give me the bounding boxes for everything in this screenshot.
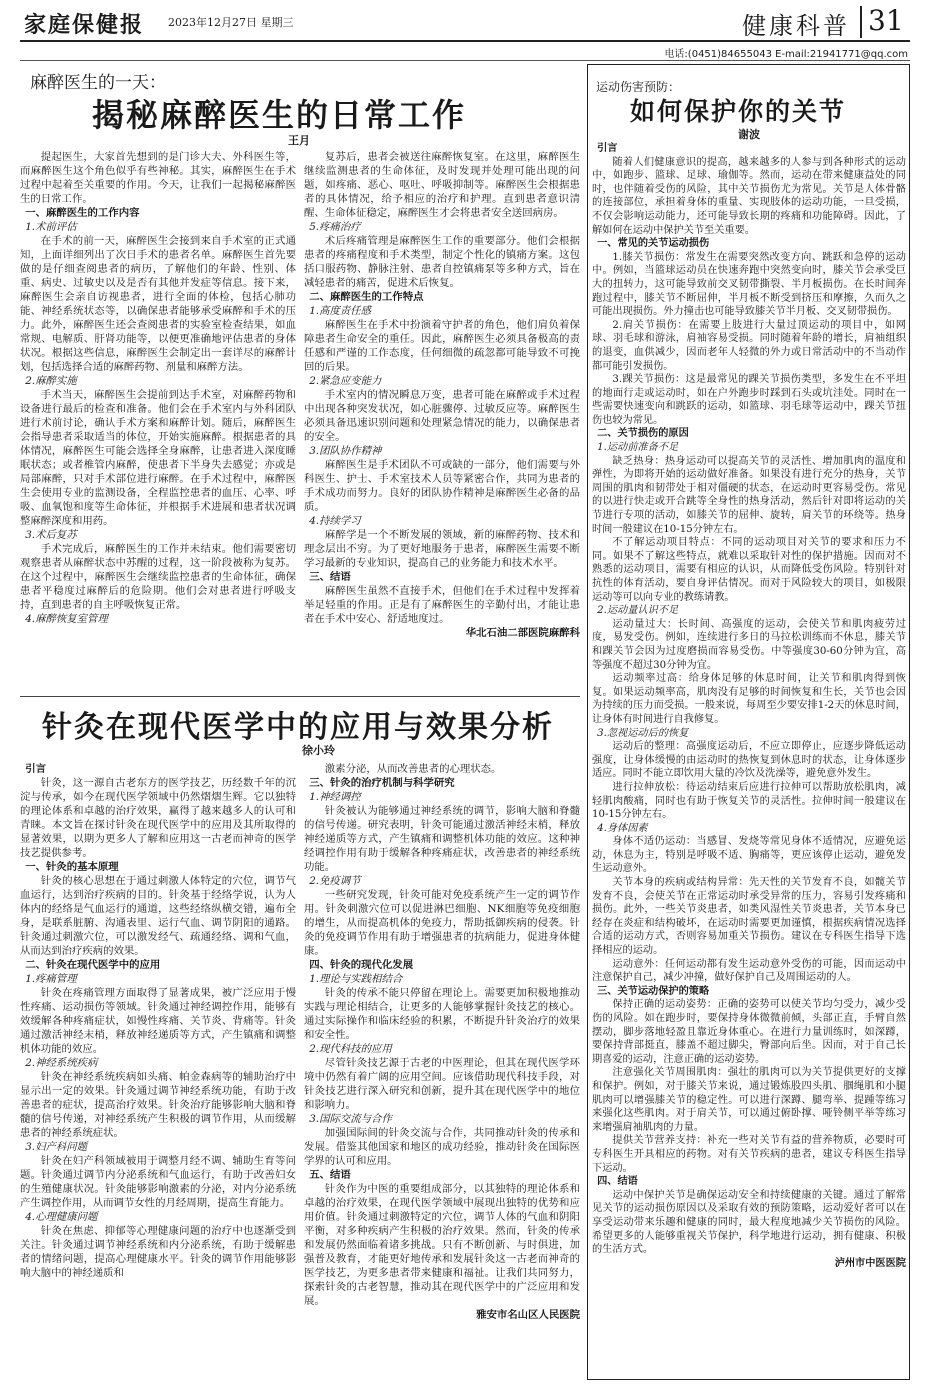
paragraph: 进行拉伸放松：待运动结束后应进行拉伸可以帮助放松肌肉，减轻肌肉酸痛，同时也有助于恢复关节的灵活性。拉伸时间一般建议在10-15分钟左右。 (592, 781, 906, 821)
header-rule (20, 40, 910, 42)
article3-title: 如何保护你的关节 (630, 97, 847, 126)
paragraph: 运动意外：任何运动都有发生运动意外受伤的可能，因而运动中注意保护自己，减少冲撞，做好保护自己及周围运动的人。 (592, 958, 906, 984)
subheading: 2.麻醉实施 (25, 375, 77, 387)
article2-title: 针灸在现代医学中的应用与效果分析 (42, 710, 554, 745)
paragraph: 加强国际间的针灸交流与合作，共同推动针灸的传承和发展。借鉴其他国家和地区的成功经验，推动针灸在国际医学界的认可和应用。 (304, 1127, 580, 1167)
subheading: 1.运动前准备不足 (597, 442, 679, 454)
paragraph: 运动中保护关节是确保运动安全和持续健康的关键。通过了解常见关节的运动损伤原因以及采取有效的预防策略，运动爱好者可以在享受运动带来乐趣和健康的同时，最大程度地减少关节损伤的风险。希望更多的人能够重视关节保护，科学地进行运动，拥有健康、积极的生活方式。 (592, 1189, 906, 1256)
section-heading: 二、针灸在现代医学中的应用 (25, 959, 161, 971)
affiliation: 雅安市名山区人民医院 (476, 1309, 580, 1321)
paragraph: 麻醉医生是手术团队不可或缺的一部分，他们需要与外科医生、护士、手术室技术人员等紧密合作，共同为患者的手术成功而努力。良好的团队协作精神是麻醉医生必备的品质。 (304, 459, 580, 513)
paragraph: 手术当天，麻醉医生会提前到达手术室，对麻醉药物和设备进行最后的检查和准备。他们会在手术室内与外科团队进行术前讨论，确认手术方案和麻醉计划。随后，麻醉医生会指导患者采取适当的体位，开始实施麻醉。根据患者的具体情况，麻醉医生可能会选择全身麻醉，让患者进入深度睡眠状态；或者椎管内麻醉，使患者下半身失去感觉；亦或是局部麻醉，只对手术部位进行麻醉。在手术过程中，麻醉医生会使用专业的监测设备，全程监控患者的血压、心率、呼吸、血氧饱和度等生命体征，并根据手术进展和患者状况调整麻醉深度和用药。 (20, 389, 296, 527)
section-heading: 五、结语 (309, 1169, 351, 1181)
paragraph: 激素分泌，从而改善患者的心理状态。 (324, 763, 502, 775)
subheading: 1.疼痛管理 (25, 973, 77, 985)
paragraph: 针灸被认为能够通过神经系统的调节，影响大脑和脊髓的信号传递。研究表明，针灸可能通过激活神经末梢，释放神经递质等方式，产生镇痛和调整机体功能的效应。这种神经调控作用有助于缓解各种疼痛症状，改善患者的神经系统功能。 (304, 805, 580, 873)
page-number: 31 (868, 4, 904, 37)
section-heading: 一、常见的关节运动损伤 (597, 238, 710, 250)
section-heading: 三、针灸的治疗机制与科学研究 (309, 777, 455, 789)
section-heading: 一、针灸的基本原理 (25, 861, 119, 873)
paragraph: 手术完成后，麻醉医生的工作并未结束。他们需要密切观察患者从麻醉状态中苏醒的过程，这一阶段被称为复苏。在这个过程中，麻醉医生会继续监控患者的生命体征，确保患者平稳度过麻醉后的危险期。他们会对患者进行呼吸支持，直到患者的自主呼吸恢复正常。 (20, 543, 296, 611)
article-divider (20, 696, 580, 697)
subheading: 5.疼痛治疗 (309, 221, 361, 233)
affiliation: 华北石油二部医院麻醉科 (465, 627, 580, 639)
paragraph: 随着人们健康意识的提高，越来越多的人参与到各种形式的运动中，如跑步、篮球、足球、瑜伽等。然而，运动在带来健康益处的同时，也伴随着受伤的风险，其中关节损伤尤为常见。关节是人体骨骼的连接部位，承担着身体的重量、实现肢体的运动功能，一旦受损，不仅会影响运动能力，还可能导致长期的疼痛和功能障碍。因此，了解如何在运动中保护关节至关重要。 (592, 156, 906, 236)
paragraph: 针灸在神经系统疾病如头痛、帕金森病等的辅助治疗中显示出一定的效果。针灸通过调节神经系统功能，有助于改善患者的症状，提高治疗效果。针灸治疗能够影响大脑和脊髓的信号传递，对神经系统产生积极的调节作用，从而缓解患者的神经系统症状。 (20, 1071, 296, 1139)
paragraph: 术后疼痛管理是麻醉医生工作的重要部分。他们会根据患者的疼痛程度和手术类型，制定个性化的镇痛方案。这包括口服药物、静脉注射、患者自控镇痛泵等多种方式，旨在减轻患者的痛苦，促进术后恢复。 (304, 235, 580, 289)
paragraph: 运动量过大：长时间、高强度的运动，会使关节和肌肉疲劳过度，易发受伤。例如，连续进行多日的马拉松训练而不休息，膝关节和踝关节会因为过度磨损而容易受伤。中等强度30-60分钟为宜，高等强度不超过30分钟为宜。 (592, 618, 906, 671)
contact-info: 电话:(0451)84655043 E-mail:21941771@qq.com (664, 49, 908, 60)
paragraph: 针灸在妇产科领域被用于调整月经不调、辅助生育等问题。针灸通过调节内分泌系统和气血运行，有助于改善妇女的生殖健康状况。针灸能够影响激素的分泌，对内分泌系统产生调控作用，从而调节女性的月经周期，提高生育能力。 (20, 1155, 296, 1209)
paragraph: 不了解运动项目特点：不同的运动项目对关节的要求和压力不同。如果不了解这些特点，就难以采取针对性的保护措施。因而对不熟悉的运动项目，需要有相应的认识，从而降低受伤风险。特别针对抗性的体育活动，要自身评估情况。而对于风险较大的项目，如极限运动等可以向专业的教练请教。 (592, 537, 906, 603)
article1-author: 王月 (288, 134, 310, 147)
section-heading: 四、针灸的现代化发展 (309, 959, 414, 971)
paragraph: 针灸的传承不能只停留在理论上。需要更加积极地推动实践与理论相结合，让更多的人能够掌握针灸技艺的核心。通过实际操作和临床经验的积累，不断提升针灸治疗的效果和安全性。 (304, 987, 580, 1041)
subheading: 1.神经调控 (309, 791, 361, 803)
paragraph: 3.踝关节损伤：这是最常见的踝关节损伤类型，多发生在不平坦的地面行走或运动时，如在户外跑步时踩到石头或坑洼处。同时在一些需要快速变向和跳跃的运动，如篮球、羽毛球等运动中，踝关节扭伤也较为常见。 (592, 374, 906, 426)
subheading: 1.理论与实践相结合 (309, 973, 403, 985)
paragraph: 2.肩关节损伤：在需要上肢进行大量过顶运动的项目中，如网球、羽毛球和游泳，肩袖容易受损。同时随着年龄的增长，肩袖组织的退变，血供减少，因而老年人轻微的外力或日常活动中的不当动作都可能引发损伤。 (592, 319, 906, 372)
article3-kicker: 运动伤害预防： (596, 80, 681, 94)
subheading: 3.妇产科问题 (25, 1141, 88, 1153)
paragraph: 针灸在焦虑、抑郁等心理健康问题的治疗中也逐渐受到关注。针灸通过调节神经系统和内分泌系统，有助于缓解患者的情绪问题，提高心理健康水平。针灸的调节作用能够影响大脑中的神经递质和 (20, 1225, 296, 1279)
subheading: 1.术前评估 (25, 221, 77, 233)
paragraph: 针灸的核心思想在于通过刺激人体特定的穴位，调节气血运行，达到治疗疾病的目的。针灸基于经络学说，认为人体内的经络是气血运行的通道，这些经络纵横交错，遍布全身，是联系脏腑、沟通表里、运行气血、调节阴阳的通路。针灸通过刺激穴位，可以激发经气、疏通经络、调和气血，从而达到治疗疾病的效果。 (20, 875, 296, 957)
section-heading: 三、结语 (309, 571, 351, 583)
newspaper-title: 家庭保健报 (24, 12, 145, 38)
paragraph: 运动后的整理：高强度运动后，不应立即停止，应逐步降低运动强度，让身体缓慢的由运动时的热恢复到休息时的状态，让身体逐步适应。同时不能立即饮用大量的冷饮及洗澡等，避免意外发生。 (592, 741, 906, 780)
section-heading: 引言 (597, 143, 618, 154)
section-heading: 一、麻醉医生的工作内容 (25, 207, 140, 219)
article3-body (592, 142, 906, 1376)
subheading: 3.国际交流与合作 (309, 1113, 392, 1125)
article2-col1 (20, 762, 296, 1384)
paragraph: 一些研究发现，针灸可能对免疫系统产生一定的调节作用。针灸刺激穴位可以促进淋巴细胞、NK细胞等免疫细胞的增生，从而提高机体的免疫力，帮助抵御疾病的侵袭。针灸的免疫调节作用有助于增强患者的抗病能力，促进身体健康。 (304, 889, 580, 957)
subheading: 2.免疫调节 (309, 875, 361, 887)
header-bar (860, 6, 862, 38)
paragraph: 注意强化关节周围肌肉：强壮的肌肉可以为关节提供更好的支撑和保护。例如，对于膝关节来说，通过锻炼股四头肌、腘绳肌和小腿肌肉可以增强膝关节的稳定性。可以进行深蹲、腿弯举、提踵等练习来强化这些肌肉。对于肩关节，可以通过俯卧撑、哑铃侧平举等练习来增强肩袖肌肉的力量。 (592, 1067, 906, 1133)
section-heading: 二、麻醉医生的工作特点 (309, 291, 424, 303)
paragraph: 提起医生，大家首先想到的是门诊大夫、外科医生等，而麻醉医生这个角色似乎有些神秘。其实，麻醉医生在手术过程中起着至关重要的作用。今天，让我们一起揭秘麻醉医生的日常工作。 (20, 151, 296, 205)
section-heading: 引言 (25, 763, 46, 775)
issue-date: 2023年12月27日 星期三 (168, 16, 294, 29)
paragraph: 针灸，这一源自古老东方的医学技艺，历经数千年的沉淀与传承，如今在现代医学领域中仍然熠熠生辉。它以独特的理论体系和卓越的治疗效果，赢得了越来越多人的认可和青睐。本文旨在探讨针灸在现代医学中的应用及其所取得的显著效果，以期为更多人了解和应用这一古老而神奇的医学技艺提供参考。 (20, 777, 296, 859)
subheading: 2.紧急应变能力 (309, 375, 382, 387)
subheading: 2.运动量认识不足 (597, 605, 679, 617)
paragraph: 复苏后，患者会被送往麻醉恢复室。在这里，麻醉医生继续监测患者的生命体征，及时发现并处理可能出现的问题，如疼痛、恶心、呕吐、呼吸抑制等。麻醉医生会根据患者的具体情况，给予相应的治疗和护理。直到患者意识清醒、生命体征稳定，麻醉医生才会将患者安全送回病房。 (304, 151, 580, 219)
paragraph: 麻醉学是一个不断发展的领域，新的麻醉药物、技术和理念层出不穷。为了更好地服务于患者，麻醉医生需要不断学习最新的专业知识，提高自己的业务能力和技术水平。 (304, 529, 580, 569)
article1-title: 揭秘麻醉医生的日常工作 (92, 96, 467, 134)
subheading: 1.高度责任感 (309, 305, 372, 317)
subheading: 4.心理健康问题 (25, 1211, 98, 1223)
paragraph: 保持正确的运动姿势：正确的姿势可以使关节均匀受力，减少受伤的风险。如在跑步时，要保持身体微微前倾，头部正直，手臂自然摆动，脚步落地轻盈且靠近身体重心。在进行力量训练时，如深蹲，要保持背部挺直，膝盖不超过脚尖，臀部向后坐。因而，对于自己长期喜爱的运动，注意正确的运动姿势。 (592, 999, 906, 1065)
subheading: 2.神经系统疾病 (25, 1057, 98, 1069)
section-title: 健康科普 (742, 12, 850, 40)
subheading: 3.团队协作精神 (309, 445, 382, 457)
paragraph: 缺乏热身：热身运动可以提高关节的灵活性、增加肌肉的温度和弹性，为即将开始的运动做好准备。如果没有进行充分的热身，关节周围的肌肉和韧带处于相对僵硬的状态，在运动时更容易受伤。常见的以进行快走或开合跳等全身性的热身活动，然后针对即将运动的关节进行专项的活动，如膝关节的屈伸、旋转，肩关节的环绕等。热身时间一般建议在10-15分钟左右。 (592, 455, 906, 535)
section-heading: 三、关节运动保护的策略 (597, 985, 710, 997)
article1-col1 (20, 150, 296, 690)
paragraph: 手术室内的情况瞬息万变，患者可能在麻醉或手术过程中出现各种突发状况，如心脏骤停、过敏反应等。麻醉医生必须具备迅速识别问题和处理紧急情况的能力，以确保患者的安全。 (304, 389, 580, 443)
subheading: 3.忽视运动后的恢复 (597, 727, 689, 739)
paragraph: 麻醉医生在手术中扮演着守护者的角色，他们肩负着保障患者生命安全的重任。因此，麻醉医生必须具备极高的责任感和严谨的工作态度，任何细微的疏忽都可能导致不可挽回的后果。 (304, 319, 580, 373)
subheading: 4.持续学习 (309, 515, 361, 527)
paragraph: 针灸作为中医的重要组成部分，以其独特的理论体系和卓越的治疗效果，在现代医学领域中展现出独特的优势和应用价值。针灸通过刺激特定的穴位，调节人体的气血和阴阳平衡，对多种疾病产生积极的治疗效果。然而，针灸的传承和发展仍然面临着诸多挑战。只有不断创新、与时俱进，加强普及教育，才能更好地传承和发展针灸这一古老而神奇的医学技艺，为更多患者带来健康和福祉。让我们共同努力，探索针灸的古老智慧，推动其在现代医学中的广泛应用和发展。 (304, 1183, 580, 1307)
article2-col2 (304, 762, 580, 1384)
section-heading: 二、关节损伤的原因 (597, 428, 689, 440)
paragraph: 身体不适仍运动：当感冒、发烧等常见身体不适情况，应避免运动，休息为主，特别是呼吸不适、胸痛等，更应该停止运动，避免发生运动意外。 (592, 836, 906, 875)
article1-kicker: 麻醉医生的一天： (30, 73, 166, 93)
subheading: 2.现代科技的应用 (309, 1043, 392, 1055)
subheading: 4.麻醉恢复室管理 (25, 613, 108, 625)
section-heading: 四、结语 (597, 1176, 638, 1188)
subheading: 3.术后复苏 (25, 529, 77, 541)
subheading: 4.身体因素 (597, 822, 648, 834)
paragraph: 在手术的前一天，麻醉医生会接到来自手术室的正式通知，上面详细列出了次日手术的患者名单。麻醉医生首先要做的是仔细查阅患者的病历，了解他们的年龄、性别、体重、病史、过敏史以及是否有其他并发症等信息。接下来，麻醉医生会亲自访视患者，进行全面的体检，包括心肺功能、神经系统状态等，以确保患者能够承受麻醉和手术的压力。此外，麻醉医生还会查阅患者的实验室检查结果，如血常规、电解质、肝肾功能等，以便更准确地评估患者的身体状况。根据这些信息，麻醉医生会制定出一套详尽的麻醉计划，包括选择合适的麻醉药物、剂量和麻醉方法。 (20, 235, 296, 373)
paragraph: 运动频率过高：给身体足够的休息时间，让关节和肌肉得到恢复。如果运动频率高，肌肉没有足够的时间恢复和生长，关节也会因为持续的压力而受损。一般来说，每周至少要安排1-2天的休息时间，让身体有时间进行自我修复。 (592, 673, 906, 725)
header-rule-thin (20, 60, 910, 61)
article3-author: 谢波 (738, 128, 760, 141)
paragraph: 针灸在疼痛管理方面取得了显著成果，被广泛应用于慢性疼痛、运动损伤等领域。针灸通过神经调控作用，能够有效缓解各种疼痛症状，如慢性疼痛、关节炎、背痛等。针灸通过激活神经末梢，释放神经递质等方式，产生镇痛和调整机体功能的效应。 (20, 987, 296, 1055)
article2-author: 徐小玲 (302, 744, 335, 757)
article1-col2 (304, 150, 580, 690)
affiliation: 泸州市中医医院 (834, 1257, 906, 1269)
paragraph: 麻醉医生虽然不直接手术，但他们在手术过程中发挥着举足轻重的作用。正是有了麻醉医生的辛勤付出，才能让患者在手术中安心、舒适地度过。 (304, 585, 580, 625)
paragraph: 关节本身的疾病或结构异常：先天性的关节发育不良，如髋关节发育不良，会使关节在正常运动时承受异常的压力，容易引发疼痛和损伤。此外，一些关节炎患者，如类风湿性关节炎患者，关节本身已经存在炎症和结构破坏，在运动时需要更加谨慎，根据疾病情况选择合适的运动方式，否则容易加重关节损伤。建议在专科医生指导下选择相应的运动。 (592, 877, 906, 957)
paragraph: 1.膝关节损伤：常发生在需要突然改变方向、跳跃和急停的运动中。例如，当篮球运动员在快速奔跑中突然变向时，膝关节会承受巨大的扭转力，这可能导致前交叉韧带撕裂、半月板损伤。在长时间奔跑过程中，膝关节不断屈伸，半月板不断受到挤压和摩擦，久而久之可能出现损伤。外力撞击也可能导致膝关节半月板、交叉韧带损伤。 (592, 251, 906, 318)
paragraph: 尽管针灸技艺源于古老的中医理论，但其在现代医学环境中仍然有着广阔的应用空间。应该借助现代科技手段，对针灸技艺进行深入研究和创新，提升其在现代医学中的地位和影响力。 (304, 1057, 580, 1111)
paragraph: 提供关节营养支持：补充一些对关节有益的营养物质，必要时可专科医生开具相应的药物。对有关节疾病的患者，建议专科医生指导下运动。 (592, 1135, 906, 1174)
